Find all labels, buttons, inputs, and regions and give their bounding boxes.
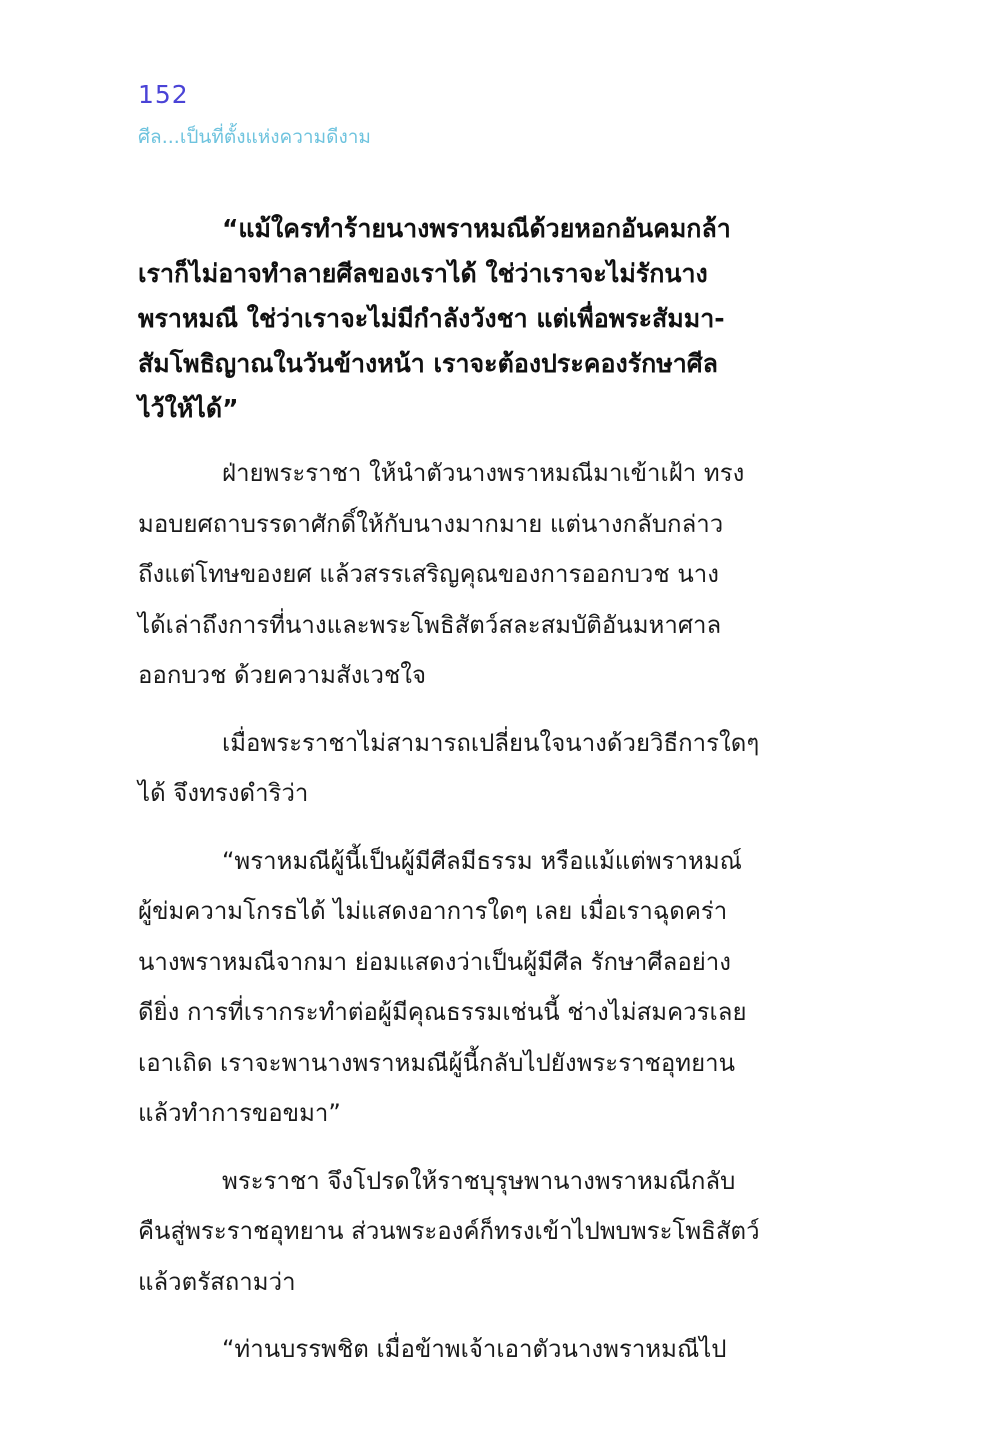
text-line: ฝ่ายพระราชา ให้นำตัวนางพราหมณีมาเข้าเฝ้า ทรง <box>222 459 745 487</box>
body-paragraph-4 <box>138 836 806 1139</box>
body-paragraph-5 <box>138 1156 806 1308</box>
text-line: สัมโพธิญาณในวันข้างหน้า เราจะต้องประคองรักษาศีล <box>138 349 718 378</box>
quote-paragraph-1 <box>138 206 806 431</box>
text-line: ดียิ่ง การที่เรากระทำต่อผู้มีคุณธรรมเช่นนี้ ช่างไม่สมควรเลย <box>138 998 747 1026</box>
text-line: แล้วทำการขอขมา” <box>138 1099 341 1127</box>
page-number: 152 <box>138 80 189 109</box>
text-line: คืนสู่พระราชอุทยาน ส่วนพระองค์ก็ทรงเข้าไปพบพระโพธิสัตว์ <box>138 1217 760 1245</box>
text-line: นางพราหมณีจากมา ย่อมแสดงว่าเป็นผู้มีศีล รักษาศีลอย่าง <box>138 947 731 976</box>
text-line: แล้วตรัสถามว่า <box>138 1267 296 1296</box>
text-line: ได้ จึงทรงดำริว่า <box>138 779 309 807</box>
text-line: เราก็ไม่อาจทำลายศีลของเราได้ ใช่ว่าเราจะไม่รักนาง <box>138 259 708 288</box>
text-line: ไว้ให้ได้” <box>138 394 239 423</box>
text-line: เมื่อพระราชาไม่สามารถเปลี่ยนใจนางด้วยวิธีการใดๆ <box>222 728 760 757</box>
body-paragraph-3 <box>138 718 806 819</box>
text-line: เอาเถิด เราจะพานางพราหมณีผู้นี้กลับไปยังพระราชอุทยาน <box>138 1048 736 1077</box>
running-header: ศีล...เป็นที่ตั้งแห่งความดีงาม <box>138 126 371 148</box>
text-line: ผู้ข่มความโกรธได้ ไม่แสดงอาการใดๆ เลย เมื่อเราฉุดคร่า <box>138 897 728 925</box>
body-paragraph-2 <box>138 448 806 701</box>
text-line: ออกบวช ด้วยความสังเวชใจ <box>138 661 427 689</box>
text-line: พระราชา จึงโปรดให้ราชบุรุษพานางพราหมณีกลับ <box>222 1166 736 1195</box>
text-line: ได้เล่าถึงการที่นางและพระโพธิสัตว์สละสมบัติอันมหาศาล <box>138 610 722 639</box>
text-line: “ท่านบรรพชิต เมื่อข้าพเจ้าเอาตัวนางพราหมณีไป <box>222 1335 727 1363</box>
text-line: “พราหมณีผู้นี้เป็นผู้มีศีลมีธรรม หรือแม้แต่พราหมณ์ <box>222 846 742 875</box>
page-body <box>138 206 806 1375</box>
text-line: “แม้ใครทำร้ายนางพราหมณีด้วยหอกอันคมกล้า <box>222 214 731 243</box>
text-line: ถึงแต่โทษของยศ แล้วสรรเสริญคุณของการออกบวช นาง <box>138 560 719 588</box>
text-line: มอบยศถาบรรดาศักดิ์ให้กับนางมากมาย แต่นางกลับกล่าว <box>138 509 724 538</box>
text-line: พราหมณี ใช่ว่าเราจะไม่มีกำลังวังชา แต่เพื่อพระสัมมา- <box>138 304 725 333</box>
body-paragraph-6 <box>138 1324 806 1375</box>
